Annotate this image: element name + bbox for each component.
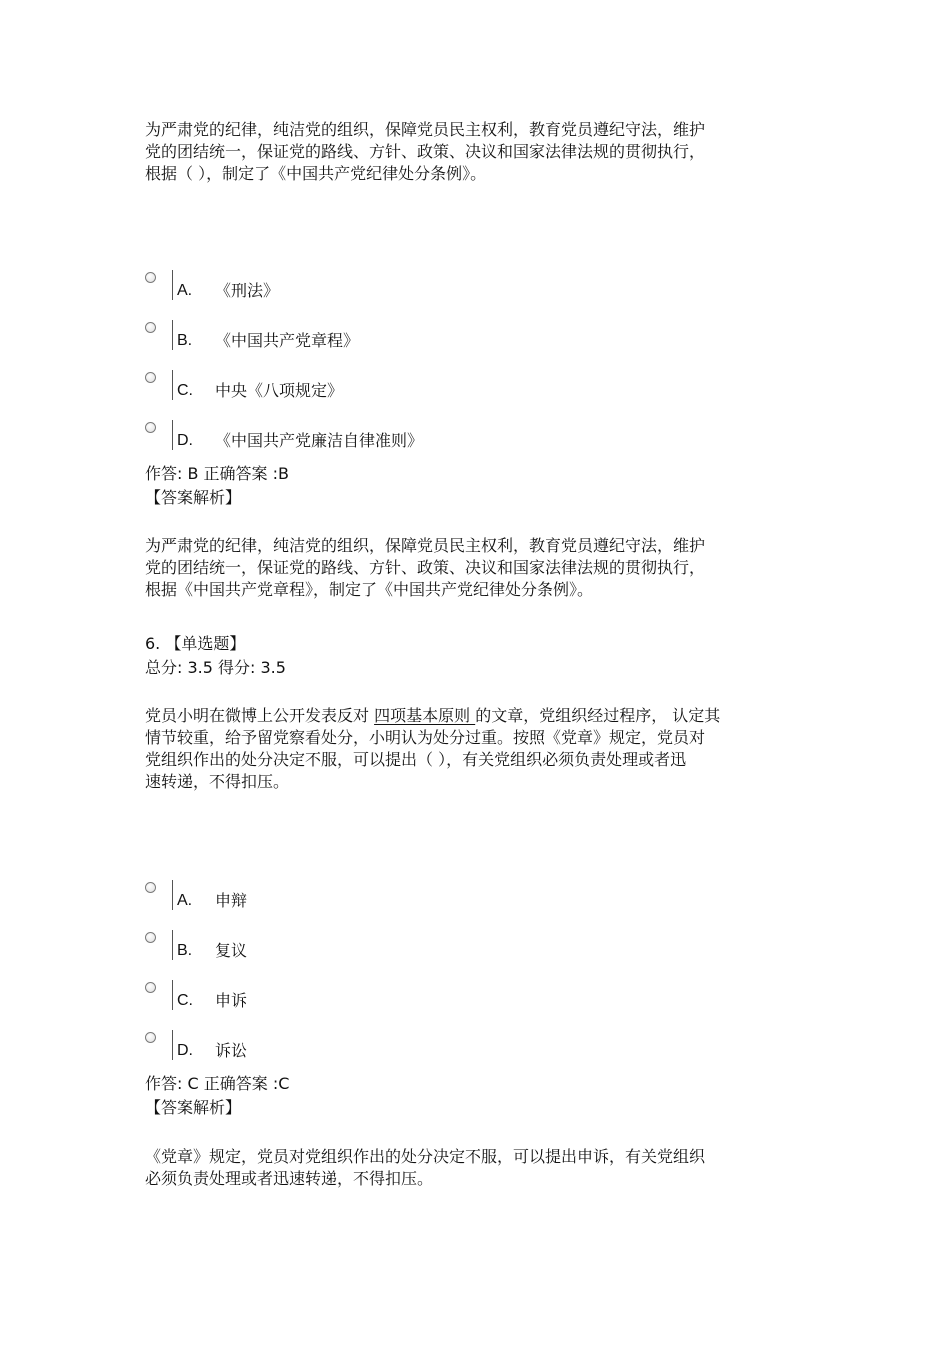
stem-text: 的文章，党组织经过程序， 认定其	[475, 706, 721, 725]
text-cursor-bar	[172, 880, 173, 910]
q6-stem-line: 党组织作出的处分决定不服，可以提出（ ），有关党组织必须负责处理或者迅	[145, 750, 687, 769]
radio-button-icon[interactable]	[145, 272, 156, 283]
q5-stem	[145, 119, 825, 185]
q6-header: 6. 【单选题】	[145, 634, 246, 653]
option-text: 复议	[215, 941, 248, 960]
option-text: 中央《八项规定》	[215, 381, 344, 400]
q5-stem-line: 根据（ ），制定了《中国共产党纪律处分条例》。	[145, 164, 487, 183]
q6-stem-line: 情节较重，给予留党察看处分，小明认为处分过重。按照《党章》规定，党员对	[145, 728, 706, 747]
text-cursor-bar	[172, 930, 173, 960]
q5-analysis	[145, 535, 825, 601]
radio-button-icon[interactable]	[145, 882, 156, 893]
q6-analysis	[145, 1146, 825, 1190]
option-text: 《中国共产党章程》	[215, 331, 360, 350]
stem-text: 党员小明在微博上公开发表反对	[145, 706, 375, 725]
radio-button-icon[interactable]	[145, 932, 156, 943]
radio-button-icon[interactable]	[145, 422, 156, 433]
radio-button-icon[interactable]	[145, 322, 156, 333]
option-letter: C.	[177, 992, 193, 1009]
radio-button-icon[interactable]	[145, 372, 156, 383]
text-cursor-bar	[172, 370, 173, 400]
q5-analysis-line: 根据《中国共产党章程》，制定了《中国共产党纪律处分条例》。	[145, 580, 594, 599]
option-letter: A.	[177, 892, 193, 909]
q6-analysis-line: 必须负责处理或者迅速转递，不得扣压。	[145, 1169, 434, 1188]
q5-answer-line: 作答: B 正确答案 :B	[145, 464, 289, 483]
q6-score-line: 总分: 3.5 得分: 3.5	[145, 658, 286, 677]
q5-analysis-label: 【答案解析】	[145, 488, 242, 507]
q5-analysis-line: 为严肃党的纪律，纯洁党的组织，保障党员民主权利，教育党员遵纪守法，维护	[145, 536, 706, 555]
option-text: 申诉	[215, 991, 248, 1010]
q6-option-b[interactable]	[145, 930, 247, 960]
q5-analysis-line: 党的团结统一，保证党的路线、方针、政策、决议和国家法律法规的贯彻执行，	[145, 558, 706, 577]
option-letter: B.	[177, 942, 193, 959]
text-cursor-bar	[172, 980, 173, 1010]
option-text: 诉讼	[215, 1041, 248, 1060]
q5-option-b[interactable]	[145, 320, 359, 350]
option-text: 《中国共产党廉洁自律准则》	[215, 431, 424, 450]
text-cursor-bar	[172, 1030, 173, 1060]
q6-stem-line	[145, 705, 825, 727]
text-cursor-bar	[172, 270, 173, 300]
q6-stem-line: 速转递，不得扣压。	[145, 772, 290, 791]
option-letter: B.	[177, 332, 193, 349]
option-letter: A.	[177, 282, 193, 299]
radio-button-icon[interactable]	[145, 982, 156, 993]
option-letter: D.	[177, 432, 193, 449]
radio-button-icon[interactable]	[145, 1032, 156, 1043]
option-letter: C.	[177, 382, 193, 399]
q6-option-d[interactable]	[145, 1030, 247, 1060]
q6-answer-line: 作答: C 正确答案 :C	[145, 1074, 290, 1093]
q6-analysis-label: 【答案解析】	[145, 1098, 242, 1117]
text-cursor-bar	[172, 320, 173, 350]
option-letter: D.	[177, 1042, 193, 1059]
q6-analysis-line: 《党章》规定，党员对党组织作出的处分决定不服，可以提出申诉，有关党组织	[145, 1147, 706, 1166]
q6-option-c[interactable]	[145, 980, 247, 1010]
q5-option-c[interactable]	[145, 370, 343, 400]
option-text: 申辩	[215, 891, 248, 910]
q5-option-a[interactable]	[145, 270, 279, 300]
q5-stem-line: 为严肃党的纪律，纯洁党的组织，保障党员民主权利，教育党员遵纪守法，维护	[145, 120, 706, 139]
text-cursor-bar	[172, 420, 173, 450]
q6-stem	[145, 705, 825, 793]
q5-option-d[interactable]	[145, 420, 423, 450]
q6-option-a[interactable]	[145, 880, 247, 910]
option-text: 《刑法》	[215, 281, 280, 300]
principles-link[interactable]: 四项基本原则	[374, 706, 476, 725]
q5-stem-line: 党的团结统一，保证党的路线、方针、政策、决议和国家法律法规的贯彻执行，	[145, 142, 706, 161]
